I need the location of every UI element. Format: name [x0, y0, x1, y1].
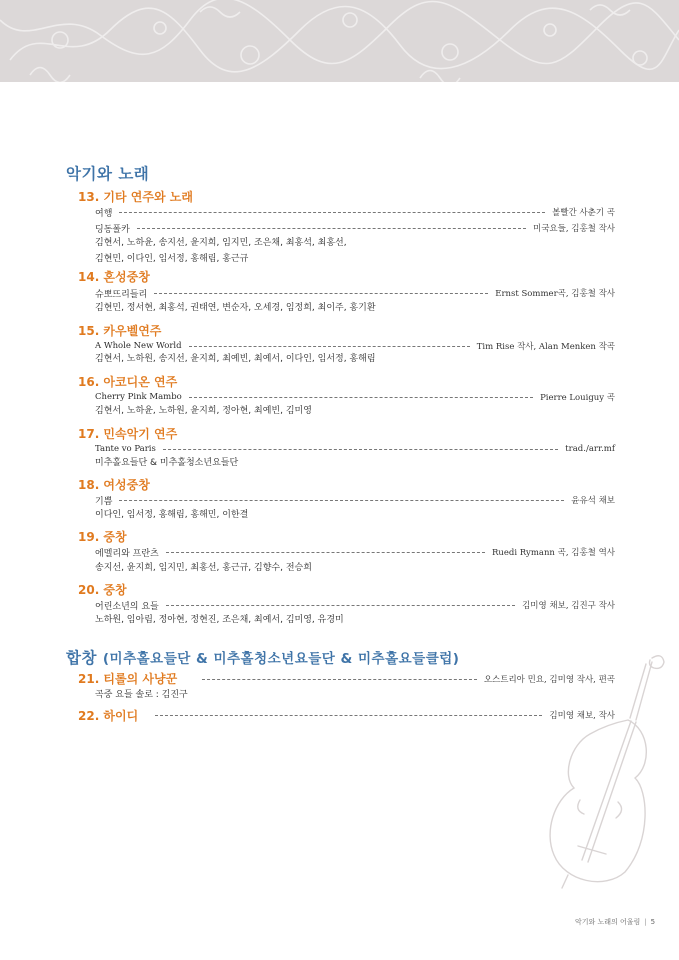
song-title: A Whole New World — [95, 341, 182, 351]
item-18-heading: 18. 여성중창 — [78, 478, 150, 492]
performers-line: 송지선, 윤지희, 임지민, 최홍선, 홍근규, 김향수, 전승희 — [95, 563, 312, 573]
song-credit: Ruedi Rymann 곡, 김홍철 역사 — [492, 548, 615, 558]
program-row — [95, 493, 615, 507]
item-19-heading: 19. 중창 — [78, 530, 127, 544]
dotted-leader — [166, 605, 515, 606]
program-row — [95, 286, 615, 300]
song-credit: 오스트리아 민요, 김미영 작사, 편곡 — [483, 675, 615, 685]
performers-list — [95, 613, 565, 629]
song-title: 여행 — [95, 208, 113, 219]
performers-line: 노하원, 임아림, 정아현, 정현진, 조은채, 최예서, 김미영, 유경미 — [95, 615, 344, 625]
section-title-choir — [66, 646, 459, 668]
song-credit: Pierre Louiguy 곡 — [540, 393, 615, 403]
page-footer — [575, 917, 655, 927]
item-13-heading: 13. 기타 연주와 노래 — [78, 190, 193, 204]
footer-book-title: 악기와 노래의 어울림 — [575, 918, 641, 926]
song-title: 에멜리와 프란츠 — [95, 548, 159, 559]
performers-list — [95, 236, 565, 267]
performers-line: 김현서, 노하윤, 노하원, 윤지희, 정아현, 최예빈, 김미영 — [95, 406, 312, 416]
song-credit: 볼빨간 사춘기 곡 — [552, 208, 615, 218]
performers-line: 김현민, 이다인, 임서정, 홍해림, 홍근규 — [95, 253, 249, 264]
song-credit: 김미영 채보, 작사 — [549, 711, 615, 721]
dotted-leader — [166, 552, 485, 553]
footer-separator: | — [644, 918, 647, 926]
decorative-header-band — [0, 0, 679, 82]
performers-line: 이다인, 임서정, 홍해림, 홍해민, 이한결 — [95, 510, 249, 520]
performers-line: 김현서, 노하원, 송지선, 윤지희, 최예빈, 최예서, 이다인, 임서정, 홍해림 — [95, 354, 376, 364]
song-title: Tante vo Paris — [95, 444, 156, 454]
performers-line: 김현민, 정서현, 최홍석, 권태연, 변순자, 오세경, 임정희, 최이주, 홍기환 — [95, 303, 376, 313]
song-title: Cherry Pink Mambo — [95, 392, 182, 402]
song-title: 어린소년의 요들 — [95, 601, 159, 612]
dotted-leader — [163, 449, 558, 450]
song-credit: 미국요들, 김홍철 작사 — [532, 224, 615, 234]
performers-line: 김현서, 노하윤, 송지선, 윤지희, 임지민, 조은채, 최홍석, 최홍선, — [95, 238, 347, 248]
choir-subtitle: (미추홀요들단 & 미추홀청소년요들단 & 미추홀요들클럽) — [102, 651, 460, 667]
floral-pattern — [0, 0, 679, 82]
program-row — [95, 221, 615, 235]
item-21-title: 21. 티롤의 사냥꾼 — [78, 672, 178, 686]
item-20-heading: 20. 중창 — [78, 583, 127, 597]
dotted-leader — [137, 228, 526, 229]
program-row — [95, 205, 615, 219]
performers-list — [95, 352, 565, 368]
song-title: 기쁨 — [95, 496, 113, 507]
song-title: 딩동폴카 — [95, 224, 130, 235]
double-bass-illustration — [540, 650, 675, 890]
performers-list — [95, 561, 565, 577]
song-credit: 김미영 채보, 김진구 작사 — [522, 601, 615, 611]
performers-line: 미추홀요들단 & 미추홀청소년요들단 — [95, 458, 239, 468]
performers-list — [95, 301, 565, 317]
song-credit: trad./arr.mf — [565, 444, 615, 454]
item-22-heading: 22. 하이디 — [78, 709, 139, 723]
song-credit: 윤유석 채보 — [571, 496, 615, 506]
performers-line: 곡중 요들 솔로 : 김진구 — [95, 690, 188, 700]
dotted-leader — [154, 293, 488, 294]
item-17-heading: 17. 민속악기 연주 — [78, 427, 178, 441]
song-title: 슈뽀뜨리들리 — [95, 289, 148, 300]
section-title-instruments-songs: 악기와 노래 — [66, 165, 150, 183]
item-14-heading: 14. 혼성중창 — [78, 270, 150, 284]
song-credit: Tim Rise 작사, Alan Menken 작곡 — [476, 342, 615, 352]
dotted-leader — [189, 346, 470, 347]
program-row — [95, 545, 615, 559]
page-number: 5 — [650, 918, 656, 926]
item-15-heading: 15. 카우벨연주 — [78, 324, 162, 338]
dotted-leader — [202, 679, 477, 680]
performers-list — [95, 456, 565, 472]
performers-list — [95, 688, 565, 704]
program-row — [95, 598, 615, 612]
item-16-heading: 16. 아코디온 연주 — [78, 375, 178, 389]
choir-title: 합창 — [66, 649, 97, 667]
dotted-leader — [119, 212, 545, 213]
program-row — [95, 339, 615, 353]
dotted-leader — [189, 397, 533, 398]
program-row — [95, 390, 615, 404]
dotted-leader — [119, 500, 564, 501]
dotted-leader — [155, 715, 542, 716]
performers-list — [95, 404, 565, 420]
song-credit: Ernst Sommer곡, 김홍철 작사 — [495, 289, 615, 299]
program-row — [95, 442, 615, 456]
performers-list — [95, 508, 565, 524]
